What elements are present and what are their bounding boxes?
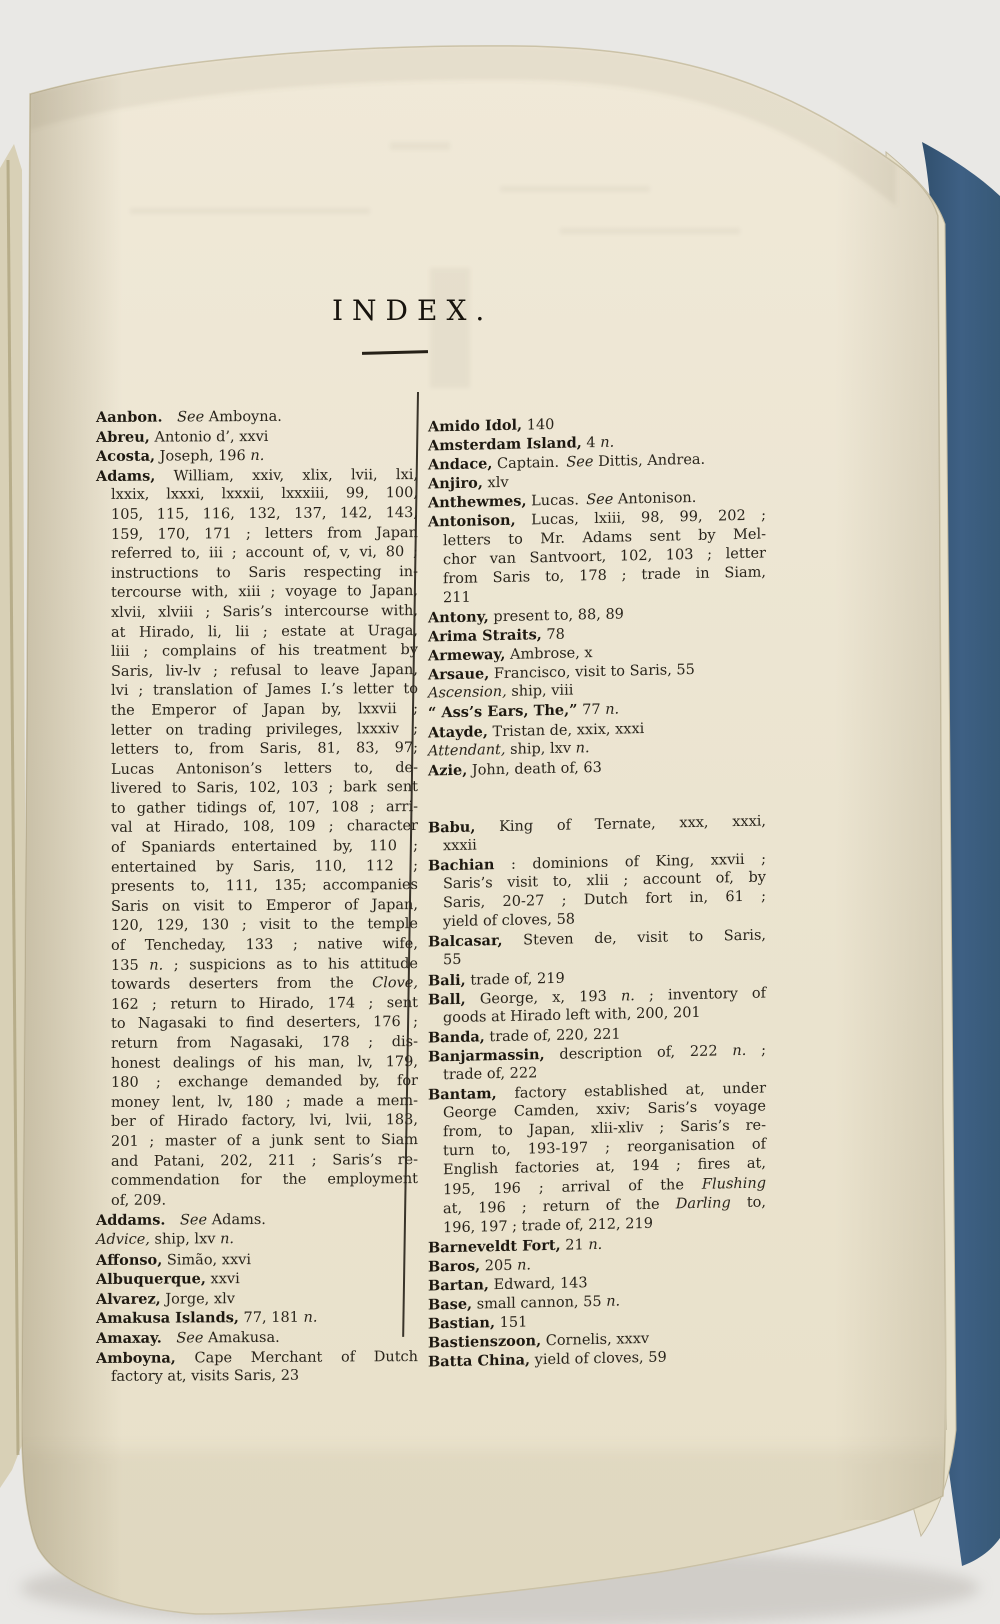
entry-text: 180 ; exchange demanded by, for (111, 1073, 418, 1092)
entry-text: at Hirado, li, lii ; estate at Uraga, (111, 622, 418, 641)
entry-text: Jorge, xlv (160, 1290, 235, 1308)
index-entry (96, 1347, 418, 1388)
entry-text: 120, 129, 130 ; visit to the temple (111, 916, 418, 935)
entry-text: ; inventory of (634, 985, 767, 1004)
entry-text: trade of, 219 (465, 970, 565, 989)
entry-text: of Tencheday, 133 ; native wife, (111, 936, 418, 954)
entry-text: Edward, 143 (488, 1275, 588, 1294)
entry-text: description of, 222 (544, 1043, 733, 1064)
entry-italic-text: n. (605, 701, 620, 719)
entry-line-continuation (96, 798, 418, 820)
entry-text: chor van Santvoort, 102, 103 ; letter (443, 545, 766, 568)
entry-italic-text: Flushing (701, 1175, 766, 1193)
entry-line-continuation (96, 582, 418, 604)
entry-text: trade of, 222 (443, 1065, 538, 1084)
entry-text: lxxix, lxxxi, lxxxii, lxxxiii, 99, 100, (111, 485, 418, 504)
entry-text: at, 196 ; return of the (443, 1196, 676, 1217)
entry-line-continuation (96, 563, 418, 585)
entry-text: : dominions of King, xxvii ; (494, 851, 766, 874)
entry-line-continuation (96, 602, 418, 624)
entry-headword: Ball, (428, 990, 466, 1009)
entry-text: to, (730, 1194, 767, 1211)
entry-text: commendation for the employment (111, 1171, 418, 1190)
entry-italic-text: n. (588, 1236, 603, 1254)
entry-line (96, 465, 418, 487)
entry-italic-text: Ascension, (428, 684, 507, 702)
entry-text: val at Hirado, 108, 109 ; character (111, 818, 418, 837)
entry-text: 78 (541, 626, 565, 644)
index-entry (96, 1229, 418, 1251)
entry-line (96, 445, 418, 467)
entry-headword: Amakusa Islands, (96, 1309, 239, 1328)
entry-headword: Amsterdam Island, (428, 434, 582, 455)
entry-text: Simão, xxvi (162, 1251, 251, 1269)
entry-text: Amboyna. (204, 408, 282, 426)
entry-text (165, 1213, 180, 1229)
entry-italic-text: n. (303, 1309, 318, 1327)
entry-text: small cannon, 55 (472, 1293, 607, 1313)
entry-text: Saris, liv-lv ; refusal to leave Japan, (111, 661, 418, 680)
entry-italic-text: n. (149, 957, 164, 974)
entry-text: 162 ; return to Hirado, 174 ; sent (111, 994, 418, 1013)
entry-line-continuation (96, 680, 418, 702)
entry-headword: Bastian, (428, 1314, 496, 1333)
entry-text: xlv (482, 475, 509, 492)
entry-line-continuation (96, 759, 418, 781)
entry-line (96, 406, 418, 428)
entry-line-continuation (96, 641, 418, 663)
entry-italic-text: n. (606, 1293, 621, 1310)
entry-headword: Albuquerque, (96, 1270, 206, 1289)
entry-text: 77 (577, 702, 606, 719)
entry-text: ship, lxv (505, 740, 576, 758)
entry-headword: “ Ass’s Ears, The,” (428, 701, 578, 722)
entry-text: lvi ; translation of James I.’s letter to (111, 681, 418, 700)
entry-headword: Acosta, (96, 447, 156, 466)
entry-text: 151 (495, 1314, 528, 1332)
entry-line-continuation (96, 955, 418, 977)
entry-line-continuation (96, 622, 418, 644)
entry-text: Lucas, lxiii, 98, 99, 202 ; (515, 507, 766, 530)
entry-line-continuation (96, 1092, 418, 1114)
entry-text: Lucas. (526, 492, 587, 510)
entry-italic-text: n. (220, 1231, 235, 1248)
entry-text: Lucas Antonison’s letters to, de- (111, 759, 418, 778)
entry-line (96, 1249, 418, 1271)
entry-headword: Banjarmassin, (428, 1046, 545, 1066)
entry-headword: Balcasar, (428, 932, 503, 951)
entry-line (96, 1307, 418, 1329)
entry-text (162, 1330, 177, 1346)
entry-headword: Adams, (96, 467, 156, 485)
entry-line-continuation (96, 1072, 418, 1094)
entry-line-continuation (96, 778, 418, 800)
entry-text: Dittis, Andrea. (593, 451, 706, 471)
entry-text: xxxii (443, 837, 477, 855)
entry-text: towards deserters from the (111, 975, 373, 994)
entry-text: livered to Saris, 102, 103 ; bark sent (111, 779, 418, 798)
entry-text: yield of cloves, 58 (443, 911, 576, 931)
entry-text: 77, 181 (238, 1310, 304, 1327)
entry-line-continuation (96, 994, 418, 1016)
index-entry (96, 445, 418, 467)
index-entry (96, 1327, 418, 1349)
entry-text: 140 (522, 416, 555, 434)
entry-headword: Arima Straits, (428, 626, 542, 646)
entry-line (96, 1327, 418, 1349)
entry-headword: Antonison, (428, 512, 516, 532)
page-title: INDEX. (332, 294, 494, 327)
entry-line (96, 1288, 418, 1310)
entry-line-continuation (96, 524, 418, 546)
entry-text: George Camden, xxiv; Saris’s voyage (443, 1098, 766, 1122)
entry-italic-text: See (176, 1330, 204, 1347)
entry-headword: Baros, (428, 1257, 481, 1276)
entry-text: from, to Japan, xlii-xliv ; Saris’s re- (443, 1117, 766, 1141)
entry-text: 4 (581, 435, 601, 452)
entry-italic-text: Darling (675, 1194, 731, 1213)
entry-headword: Abreu, (96, 428, 150, 446)
entry-text: letters to, from Saris, 81, 83, 97; (111, 740, 418, 758)
entry-headword: Babu, (428, 818, 476, 837)
entry-line (96, 1209, 418, 1231)
entry-text: the Emperor of Japan by, lxxvii ; (111, 700, 418, 719)
entry-text: Cape Merchant of Dutch (175, 1348, 418, 1366)
entry-text: King of Ternate, xxx, xxxi, (475, 813, 766, 836)
index-entry (96, 1268, 418, 1290)
entry-line-continuation (96, 1033, 418, 1055)
entry-text: William, xxiv, xlix, lvii, lxi, (155, 466, 418, 485)
entry-text: 159, 170, 171 ; letters from Japan (111, 524, 418, 543)
entry-text: instructions to Saris respecting in- (111, 563, 418, 582)
entry-text: 201 ; master of a junk sent to Siam (111, 1131, 418, 1150)
entry-headword: Bastienszoon, (428, 1332, 542, 1352)
entry-text: Captain. (492, 454, 567, 473)
index-entry (428, 506, 766, 609)
entry-text: ; suspicions as to his attitude (163, 955, 418, 974)
index-entry (96, 1249, 418, 1271)
entry-text: to gather tidings of, 107, 108 ; arri- (111, 798, 418, 817)
entry-text: of Spaniards entertained by, 110 ; (111, 838, 418, 856)
entry-italic-text: See (586, 492, 614, 509)
entry-italic-text: Attendant, (428, 741, 506, 760)
entry-line-continuation (96, 876, 418, 898)
entry-line-continuation (96, 1170, 418, 1192)
entry-italic-text: See (177, 409, 205, 426)
entry-headword: Bali, (428, 971, 466, 990)
entry-italic-text: n. (575, 739, 590, 757)
entry-text: George, x, 193 (465, 988, 621, 1008)
entry-text: presents to, 111, 135; accompanies (111, 877, 418, 896)
entry-line-continuation (96, 661, 418, 683)
title-rule (362, 350, 428, 355)
entry-text: ber of Hirado factory, lvi, lvii, 183, (111, 1112, 418, 1131)
entry-line-continuation (96, 1366, 418, 1388)
entry-text: xlvii, xlviii ; Saris’s intercourse with, (111, 602, 418, 621)
entry-italic-text: n. (620, 987, 635, 1005)
entry-text: of, 209. (111, 1192, 167, 1209)
entry-headword: Base, (428, 1295, 473, 1314)
entry-line-continuation (96, 1013, 418, 1035)
entry-text: 55 (443, 952, 462, 969)
entry-text: 196, 197 ; trade of, 212, 219 (443, 1215, 653, 1236)
entry-headword: Bantam, (428, 1085, 497, 1104)
entry-text: referred to, iii ; account of, v, vi, 80 ; (111, 544, 418, 563)
index-entry (96, 465, 418, 1212)
entry-headword: Anthewmes, (428, 492, 527, 512)
entry-headword: Amido Idol, (428, 416, 523, 436)
entry-line-continuation (96, 974, 418, 996)
entry-text: letters to Mr. Adams sent by Mel- (443, 526, 766, 549)
entry-text: Francisco, visit to Saris, 55 (489, 662, 695, 683)
entry-italic-text: Advice, (96, 1231, 150, 1248)
entry-text: 195, 196 ; arrival of the (443, 1176, 702, 1198)
index-entry (96, 1288, 418, 1310)
entry-text: from Saris to, 178 ; trade in Siam, (443, 564, 766, 587)
entry-headword: Barneveldt Fort, (428, 1236, 561, 1257)
entry-text (163, 409, 178, 425)
entry-headword: Amaxay. (96, 1329, 162, 1347)
entry-line-continuation (96, 739, 418, 761)
entry-headword: Alvarez, (96, 1290, 161, 1308)
entry-headword: Arsaue, (428, 665, 490, 684)
entry-text: 135 (111, 957, 150, 974)
entry-italic-text: n. (517, 1257, 532, 1274)
entry-headword: Amboyna, (96, 1348, 176, 1367)
entry-line-continuation (96, 720, 418, 742)
entry-text: xxvi (205, 1271, 240, 1288)
entry-line-continuation (96, 484, 418, 506)
entry-italic-text: Clove, (372, 975, 418, 992)
entry-headword: Bartan, (428, 1276, 489, 1295)
entry-headword: Anjiro, (428, 474, 483, 493)
index-entry (96, 406, 418, 428)
entry-headword: Antony, (428, 608, 489, 627)
entry-text: Amakusa. (203, 1329, 280, 1347)
entry-line-continuation (96, 1190, 418, 1212)
entry-text: Antonio d’, xxvi (149, 428, 269, 446)
entry-headword: Affonso, (96, 1251, 163, 1269)
entry-text: Ambrose, x (505, 645, 593, 664)
entry-text: Saris’s visit to, xlii ; account of, by (443, 869, 766, 893)
entry-headword: Andace, (428, 455, 493, 474)
entry-text: ship, lxv (149, 1231, 221, 1248)
entry-text: Adams. (207, 1212, 266, 1229)
entry-text: factory established at, under (496, 1080, 766, 1103)
entry-line-continuation (96, 504, 418, 526)
entry-headword: Addams. (96, 1211, 166, 1230)
index-column-left (96, 406, 418, 1388)
entry-headword: Azie, (428, 761, 468, 780)
entry-italic-text: n. (600, 434, 615, 452)
entry-line (96, 1347, 418, 1369)
entry-line-continuation (96, 857, 418, 879)
entry-text: letter on trading privileges, lxxxiv ; (111, 720, 418, 739)
entry-italic-text: n. (250, 448, 265, 465)
entry-line-continuation (96, 817, 418, 839)
entry-text: Cornelis, xxxv (541, 1331, 650, 1350)
entry-text: money lent, lv, 180 ; made a mem- (111, 1092, 418, 1111)
entry-text: Antonison. (613, 490, 697, 509)
entry-text: present to, 88, 89 (488, 606, 624, 626)
entry-text: goods at Hirado left with, 200, 201 (443, 1004, 701, 1026)
index-entry (96, 1209, 418, 1231)
entry-text: tercourse with, xiii ; voyage to Japan, (111, 583, 418, 602)
entry-line-continuation (96, 700, 418, 722)
entry-line-continuation (96, 1111, 418, 1133)
entry-line-continuation (96, 1151, 418, 1173)
entry-text: to Nagasaki to find deserters, 176 ; (111, 1014, 418, 1033)
index-entry (428, 1079, 766, 1239)
entry-line-continuation (96, 837, 418, 859)
entry-text: entertained by Saris, 110, 112 ; (111, 857, 418, 876)
entry-line-continuation (96, 1053, 418, 1075)
entry-line (96, 426, 418, 448)
entry-text: honest dealings of his man, lv, 179, (111, 1053, 418, 1072)
entry-text: Tristan de, xxix, xxxi (487, 720, 645, 740)
index-entry (428, 849, 766, 932)
entry-text: yield of cloves, 59 (530, 1349, 667, 1369)
entry-text: Joseph, 196 (155, 448, 251, 465)
entry-headword: Armeway, (428, 646, 506, 665)
entry-text: liii ; complains of his treatment by (111, 642, 418, 661)
entry-headword: Atayde, (428, 722, 488, 742)
entry-text: ship, viii (506, 682, 574, 701)
entry-line-continuation (96, 896, 418, 918)
entry-line (96, 1268, 418, 1290)
entry-headword: Banda, (428, 1028, 485, 1047)
entry-text: 205 (480, 1257, 518, 1275)
entry-italic-text: See (179, 1212, 208, 1229)
index-entry (96, 1307, 418, 1329)
entry-text: Steven de, visit to Saris, (502, 927, 766, 950)
entry-headword: Bachian (428, 856, 495, 875)
entry-text: factory at, visits Saris, 23 (111, 1367, 300, 1385)
entry-italic-text: n. (732, 1042, 747, 1060)
entry-text: 105, 115, 116, 132, 137, 142, 143, (111, 504, 418, 523)
entry-text: and Patani, 202, 211 ; Saris’s re- (111, 1151, 418, 1170)
entry-headword: Aanbon. (96, 408, 163, 426)
entry-text: 21 (560, 1237, 589, 1254)
entry-line-continuation (96, 915, 418, 937)
entry-line-continuation (96, 935, 418, 957)
entry-line-continuation (96, 543, 418, 565)
entry-text: turn to, 193-197 ; reorganisation of (443, 1136, 766, 1160)
entry-text: Saris, 20-27 ; Dutch fort in, 61 ; (443, 888, 766, 912)
entry-text: 211 (443, 589, 471, 607)
entry-text: John, death of, 63 (467, 759, 602, 779)
index-entry (96, 426, 418, 448)
entry-text: Saris on visit to Emperor of Japan, (111, 896, 418, 915)
entry-line-continuation (96, 1131, 418, 1153)
entry-text: trade of, 220, 221 (484, 1026, 621, 1046)
entry-headword: Batta China, (428, 1351, 531, 1371)
entry-text: ; (746, 1042, 766, 1059)
entry-text: English factories at, 194 ; fires at, (443, 1155, 766, 1179)
index-column-right (428, 410, 766, 1372)
entry-line (96, 1229, 418, 1251)
entry-text: return from Nagasaki, 178 ; dis- (111, 1034, 418, 1052)
entry-italic-text: See (566, 454, 594, 471)
